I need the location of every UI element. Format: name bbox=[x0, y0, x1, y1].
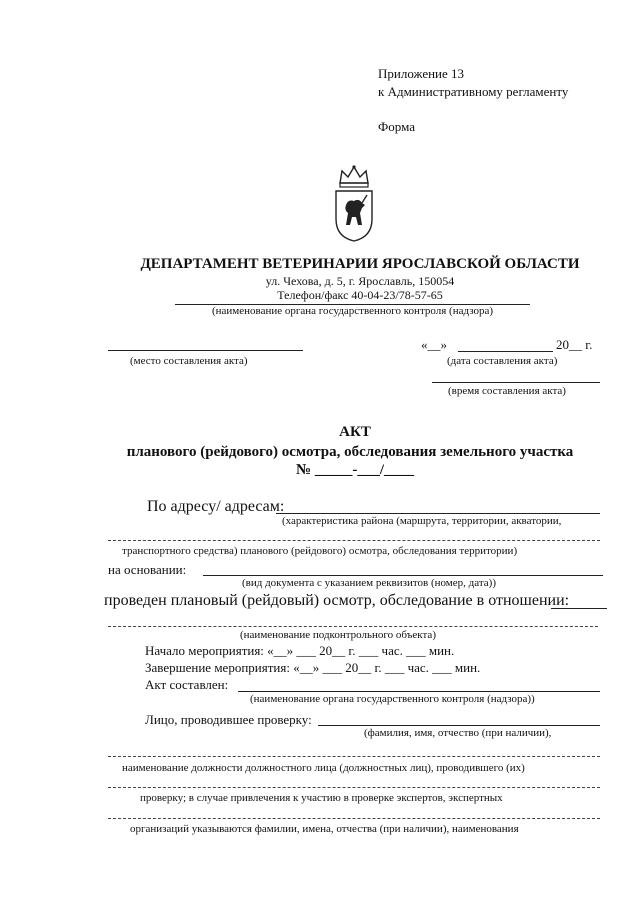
date-caption: (дата составления акта) bbox=[447, 355, 558, 367]
form-label: Форма bbox=[378, 119, 415, 134]
address-line-2 bbox=[108, 540, 600, 541]
time-caption: (время составления акта) bbox=[448, 385, 566, 397]
date-day: «__» bbox=[421, 337, 447, 352]
coat-of-arms-emblem bbox=[332, 163, 376, 243]
inspector-caption-2: наименование должности должностного лица (должностных лиц), проводившего (их) bbox=[122, 762, 525, 774]
time-line bbox=[432, 382, 600, 383]
address-caption-2: транспортного средства) планового (рейдового) осмотра, обследования территории) bbox=[122, 545, 518, 557]
inspector-line-2 bbox=[108, 756, 600, 757]
place-line bbox=[108, 350, 303, 351]
inspector-caption-3: проверку; в случае привлечения к участию в проверке экспертов, экспертных bbox=[140, 792, 503, 804]
inspector-caption-4: организаций указываются фамилии, имена, отчества (при наличии), наименования bbox=[130, 823, 519, 835]
conducted-line bbox=[551, 608, 607, 609]
act-subtitle: планового (рейдового) осмотра, обследования земельного участка bbox=[126, 444, 574, 460]
object-line bbox=[108, 626, 598, 627]
place-caption: (место составления акта) bbox=[130, 355, 248, 367]
date-month-line bbox=[458, 351, 553, 352]
org-caption: (наименование органа государственного контроля (надзора) bbox=[211, 305, 494, 317]
basis-line bbox=[203, 575, 603, 576]
composed-label: Акт составлен: bbox=[145, 677, 229, 692]
department-address: ул. Чехова, д. 5, г. Ярославль, 150054 bbox=[265, 274, 455, 288]
inspector-line-3 bbox=[108, 787, 600, 788]
address-caption-1: (характеристика района (маршрута, территории, акватории, bbox=[282, 515, 562, 527]
end-datetime: Завершение мероприятия: «__» ___ 20__ г. ___ час. ___ мин. bbox=[145, 660, 481, 675]
basis-caption: (вид документа с указанием реквизитов (номер, дата)) bbox=[242, 577, 496, 589]
inspector-line-4 bbox=[108, 818, 600, 819]
composed-caption: (наименование органа государственного контроля (надзора)) bbox=[250, 693, 535, 705]
composed-line bbox=[238, 691, 600, 692]
act-title: АКТ bbox=[339, 424, 371, 440]
inspector-label: Лицо, проводившее проверку: bbox=[145, 712, 312, 727]
inspector-line bbox=[318, 725, 600, 726]
appendix-number: Приложение 13 bbox=[378, 66, 465, 81]
appendix-regulation: к Административному регламенту bbox=[378, 84, 569, 99]
act-number: № _____-___/____ bbox=[296, 462, 414, 478]
address-label: По адресу/ адресам: bbox=[147, 498, 285, 515]
start-datetime: Начало мероприятия: «__» ___ 20__ г. ___ час. ___ мин. bbox=[145, 643, 455, 658]
date-year: 20__ г. bbox=[556, 337, 593, 352]
department-phone: Телефон/факс 40-04-23/78-57-65 bbox=[277, 288, 443, 302]
department-name: ДЕПАРТАМЕНТ ВЕТЕРИНАРИИ ЯРОСЛАВСКОЙ ОБЛАСТИ bbox=[140, 256, 580, 272]
basis-label: на основании: bbox=[108, 562, 187, 577]
inspector-caption-1: (фамилия, имя, отчество (при наличии), bbox=[364, 727, 552, 739]
address-line bbox=[276, 513, 600, 514]
object-caption: (наименование подконтрольного объекта) bbox=[240, 629, 436, 641]
conducted-text: проведен плановый (рейдовый) осмотр, обследование в отношении: bbox=[104, 592, 570, 609]
